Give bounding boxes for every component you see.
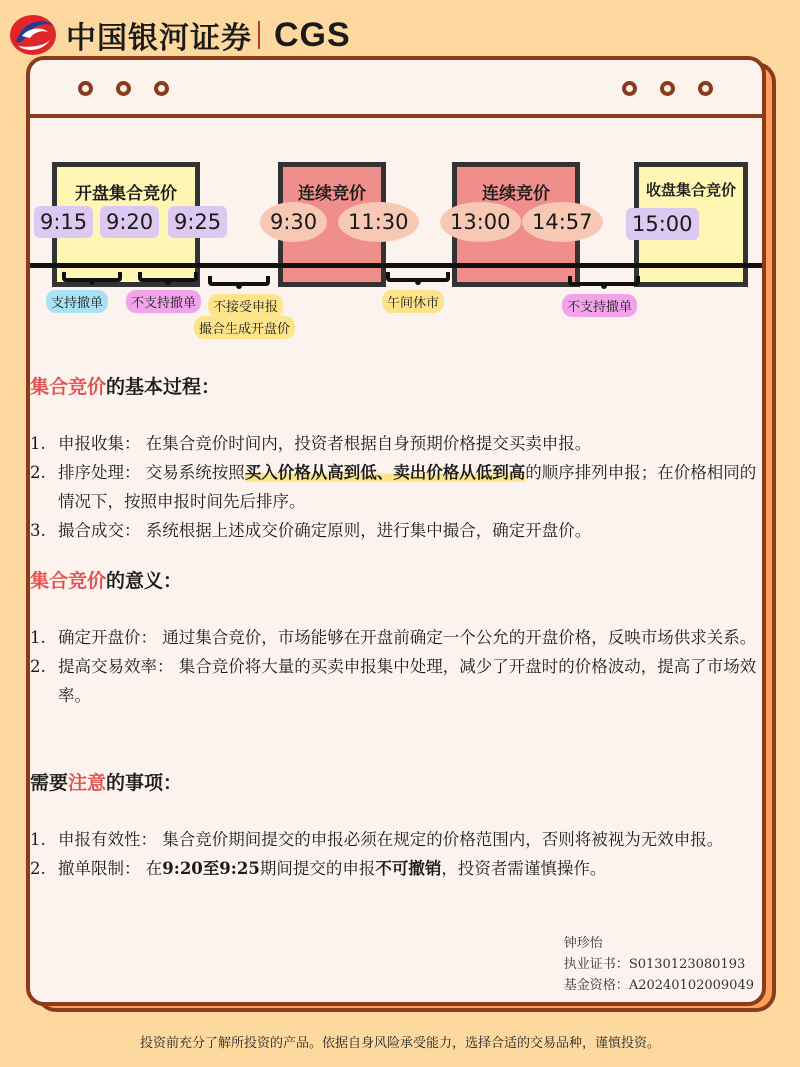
- advisor-signature: [564, 933, 754, 996]
- time-label: 13:00: [440, 202, 521, 242]
- fund-value: A20240102009049: [628, 978, 754, 993]
- title-highlight: 集合竞价: [30, 376, 107, 398]
- item-number: 1.: [30, 434, 46, 453]
- window-dot-icon: [154, 81, 169, 96]
- list-item: [30, 429, 766, 458]
- galaxy-logo-icon: [8, 12, 58, 58]
- arrow-right-icon: [764, 250, 766, 275]
- title-highlight: 注意: [68, 772, 107, 794]
- item-number: 2.: [30, 859, 46, 878]
- item-label: 申报收集：: [58, 434, 141, 453]
- list-item: [30, 825, 766, 854]
- tag-cancel-not-allowed: 不支持撤单: [126, 290, 201, 313]
- item-text: 通过集合竞价，市场能够在开盘前确定一个公允的开盘价格，反映市场供求关系。: [162, 628, 757, 647]
- title-after: 的事项：: [106, 772, 183, 794]
- window-dot-icon: [698, 81, 713, 96]
- title-before: 需要: [30, 772, 69, 794]
- timeline-axis: [26, 263, 766, 268]
- meaning-section: [30, 566, 766, 710]
- segment-title: 开盘集合竞价: [75, 184, 177, 204]
- window-dot-icon: [78, 81, 93, 96]
- item-label: 提高交易效率：: [58, 657, 174, 676]
- brace-icon: [386, 272, 450, 282]
- fund-label: 基金资格：: [563, 978, 629, 993]
- item-number: 1.: [30, 628, 46, 647]
- item-label: 撮合成交：: [58, 521, 141, 540]
- item-text: 在: [145, 859, 163, 878]
- brand-name-en: CGS: [274, 15, 351, 54]
- item-bold: 不可撤销: [375, 859, 442, 878]
- time-label: 14:57: [522, 202, 603, 242]
- title-rest: 的意义：: [106, 570, 183, 592]
- segment-title: 连续竞价: [482, 184, 550, 204]
- tag-cancel-not-allowed: 不支持撤单: [562, 294, 637, 317]
- item-number: 2.: [30, 657, 46, 676]
- item-label: 撤单限制：: [58, 859, 141, 878]
- list-item: [30, 854, 766, 883]
- risk-disclaimer: 投资前充分了解所投资的产品。依据自身风险承受能力，选择合适的交易品种，谨慎投资。: [139, 1036, 660, 1051]
- tag-no-orders: 不接受申报: [208, 294, 283, 317]
- tag-lunch-break: 午间休市: [382, 290, 444, 313]
- brace-icon: [208, 276, 270, 286]
- time-label: 9:20: [100, 206, 159, 238]
- item-text: 期间提交的申报: [259, 859, 376, 878]
- list-item: [30, 516, 766, 545]
- item-number: 2.: [30, 463, 46, 482]
- time-label: 9:25: [168, 206, 227, 238]
- tag-match-open-price: 撮合生成开盘价: [194, 316, 295, 339]
- window-dot-icon: [622, 81, 637, 96]
- time-label: 11:30: [338, 202, 419, 242]
- item-label: 排序处理：: [58, 463, 141, 482]
- notes-section: [30, 768, 766, 883]
- item-highlight: 买入价格从高到低、卖出价格从低到高: [244, 463, 526, 482]
- item-bold: 9:20至9:25: [162, 859, 260, 878]
- list-item: [30, 623, 766, 652]
- title-rest: 的基本过程：: [106, 376, 221, 398]
- brand-logo: [8, 12, 351, 58]
- item-text: 集合竞价将大量的买卖申报集中处理，减少了开盘时的价格波动，提高了市场效率。: [58, 657, 757, 705]
- brace-icon: [568, 276, 640, 286]
- item-number: 1.: [30, 830, 46, 849]
- segment-title: 收盘集合竞价: [645, 181, 736, 199]
- section-title: [30, 768, 766, 795]
- window-dot-icon: [116, 81, 131, 96]
- item-text: 交易系统按照: [145, 463, 245, 482]
- time-label: 15:00: [626, 208, 699, 240]
- item-label: 确定开盘价：: [58, 628, 157, 647]
- brand-name-cn: 中国银河证券: [66, 22, 252, 55]
- segment-title: 连续竞价: [298, 184, 366, 204]
- time-label: 9:30: [260, 202, 327, 242]
- list-item: [30, 652, 766, 710]
- item-text: 系统根据上述成交价确定原则，进行集中撮合，确定开盘价。: [145, 521, 592, 540]
- time-label: 9:15: [34, 206, 93, 238]
- brace-icon: [138, 272, 198, 282]
- item-text: 集合竞价期间提交的申报必须在规定的价格范围内，否则将被视为无效申报。: [162, 830, 724, 849]
- item-text: ，投资者需谨慎操作。: [441, 859, 607, 878]
- title-highlight: 集合竞价: [30, 570, 107, 592]
- process-section: [30, 372, 766, 545]
- brand-separator: [258, 21, 260, 49]
- section-title: [30, 372, 766, 399]
- window-dot-icon: [660, 81, 675, 96]
- cert-label: 执业证书：: [563, 957, 629, 972]
- window-header: [30, 60, 762, 118]
- item-number: 3.: [30, 521, 46, 540]
- content-card: [26, 56, 766, 1006]
- tag-cancel-allowed: 支持撤单: [46, 290, 108, 313]
- brace-icon: [62, 272, 122, 282]
- section-title: [30, 566, 766, 593]
- item-label: 申报有效性：: [58, 830, 157, 849]
- item-text: 在集合竞价时间内，投资者根据自身预期价格提交买卖申报。: [145, 434, 592, 453]
- item-text: 的顺序排列申报；在价格相同的情况下，按照申报时间先后排序。: [58, 463, 757, 511]
- advisor-name: 钟珍怡: [563, 936, 603, 951]
- trading-timeline: [30, 160, 766, 390]
- cert-value: S0130123080193: [628, 957, 746, 972]
- list-item: [30, 458, 766, 516]
